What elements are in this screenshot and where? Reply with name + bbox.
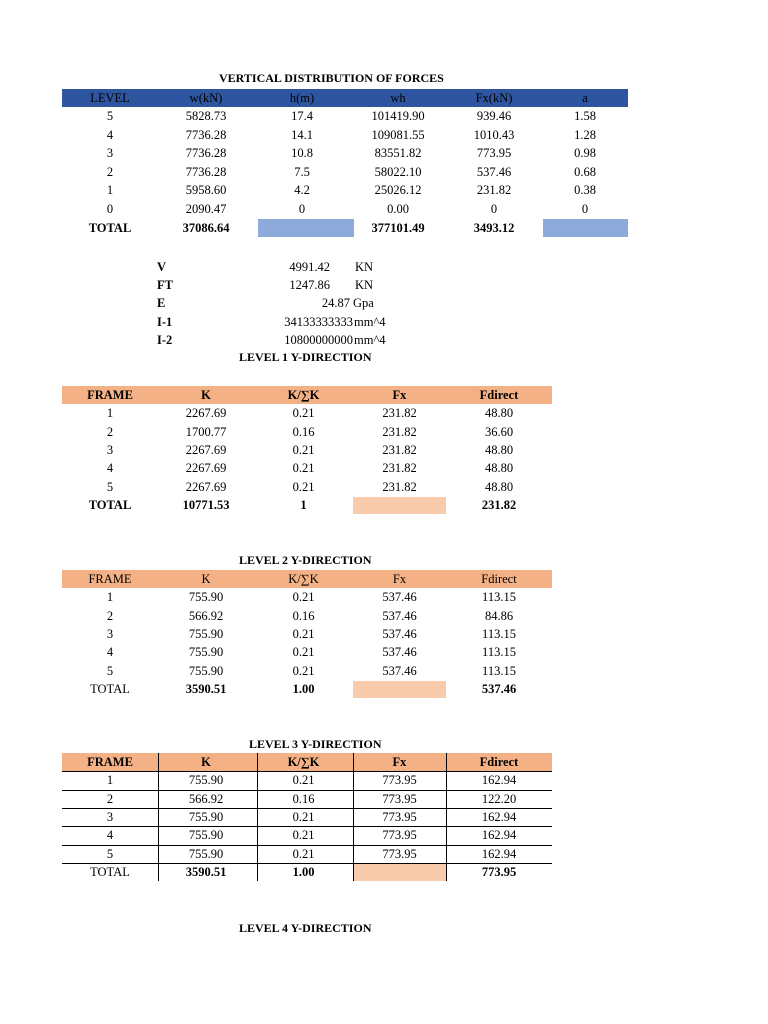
total-frame: TOTAL [88, 497, 132, 512]
cell-k: 566.92 [188, 608, 224, 623]
param-value: 24.87 [321, 296, 350, 310]
level3-row [62, 845, 552, 863]
vertical-distribution-title: VERTICAL DISTRIBUTION OF FORCES [219, 71, 444, 85]
param-value: 4991.42 [289, 260, 330, 274]
cell-k: 755.90 [188, 626, 224, 641]
cell-fx: 537.46 [382, 645, 417, 660]
level1-row [62, 459, 552, 477]
cell-fx: 231.82 [382, 461, 417, 476]
cell-w: 7736.28 [185, 146, 227, 160]
param-unit: mm^4 [354, 315, 386, 329]
header-fdirect: Fdirect [479, 388, 519, 402]
grid-line [446, 753, 447, 881]
total-frame: TOTAL [90, 864, 130, 879]
grid-line [62, 808, 552, 809]
cell-frame: 1 [106, 406, 114, 421]
total-fdirect: 537.46 [481, 681, 517, 696]
cell-a: 0.38 [574, 183, 596, 197]
total-w: 37086.64 [182, 221, 230, 235]
param-unit: KN [355, 278, 374, 292]
grid-line [62, 790, 552, 791]
cell-ratio: 0.21 [292, 809, 315, 824]
level1-row [62, 423, 552, 441]
header-h: h(m) [289, 91, 315, 105]
cell-fx: 1010.43 [473, 127, 515, 142]
total-wh: 377101.49 [371, 221, 425, 235]
cell-h: 7.5 [294, 164, 310, 179]
header-ratio: K/∑K [287, 388, 320, 402]
vertical-row [62, 126, 628, 144]
cell-fx: 537.46 [382, 590, 417, 605]
level1-header-row [62, 386, 552, 404]
cell-a: 0.98 [574, 146, 596, 160]
header-wh: wh [390, 91, 406, 105]
cell-fx: 231.82 [382, 479, 417, 494]
cell-k: 2267.69 [185, 442, 227, 457]
cell-ratio: 0.21 [292, 645, 315, 660]
cell-fdirect: 113.15 [482, 626, 516, 641]
level1-total-row [62, 496, 552, 514]
cell-fx: 537.46 [476, 164, 512, 179]
cell-fx: 773.95 [382, 828, 417, 843]
cell-ratio: 0.21 [292, 461, 315, 476]
cell-h: 10.8 [291, 146, 313, 160]
grid-line [62, 826, 552, 827]
cell-fx: 231.82 [382, 424, 417, 439]
header-a: a [582, 91, 588, 105]
cell-ratio: 0.21 [292, 479, 315, 494]
cell-k: 755.90 [188, 773, 224, 788]
header-ratio: K/∑K [287, 755, 320, 769]
cell-fx: 537.46 [382, 663, 417, 678]
level3-row [62, 771, 552, 789]
cell-level: 4 [106, 127, 114, 142]
level3-row [62, 826, 552, 844]
cell-fdirect: 36.60 [484, 424, 514, 439]
cell-fx: 537.46 [382, 626, 417, 641]
cell-k: 2267.69 [185, 461, 227, 476]
cell-k: 755.90 [188, 846, 224, 861]
cell-k: 2267.69 [185, 479, 227, 494]
total-frame: TOTAL [90, 681, 130, 696]
cell-fx: 231.82 [382, 406, 417, 421]
cell-frame: 5 [106, 846, 114, 861]
total-k: 3590.51 [185, 681, 227, 696]
cell-a: 0 [581, 201, 589, 216]
cell-frame: 3 [106, 809, 114, 824]
header-ratio: K/∑K [288, 572, 319, 586]
grid-line [62, 771, 552, 772]
cell-fx: 773.95 [382, 809, 417, 824]
cell-w: 7736.28 [185, 164, 227, 179]
header-fdirect: Fdirect [479, 755, 519, 769]
header-k: K [201, 755, 211, 769]
param-value: 10800000000 [284, 333, 353, 347]
param-label: I-2 [157, 333, 173, 347]
level2-row [62, 588, 552, 606]
level2-row [62, 643, 552, 661]
total-label: TOTAL [88, 221, 132, 235]
param-unit: mm^4 [354, 333, 386, 347]
total-fdirect: 773.95 [481, 864, 517, 879]
header-fx: Fx [392, 388, 407, 402]
level3-row [62, 808, 552, 826]
level3-title: LEVEL 3 Y-DIRECTION [249, 737, 382, 751]
cell-frame: 5 [106, 479, 114, 494]
header-k: K [201, 388, 211, 402]
cell-frame: 4 [106, 461, 114, 476]
cell-h: 0 [298, 201, 306, 216]
param-value: 1247.86 [289, 278, 330, 292]
cell-ratio: 0.21 [292, 846, 315, 861]
cell-frame: 2 [106, 608, 114, 623]
cell-frame: 1 [106, 773, 114, 788]
level2-row [62, 662, 552, 680]
cell-h: 4.2 [294, 183, 310, 197]
cell-ratio: 0.16 [292, 791, 315, 806]
param-value: 34133333333 [284, 315, 353, 329]
cell-level: 5 [106, 109, 114, 123]
param-unit: Gpa [353, 296, 374, 310]
vertical-row [62, 181, 628, 199]
level2-row [62, 625, 552, 643]
level2-row [62, 607, 552, 625]
total-k: 3590.51 [185, 864, 227, 879]
cell-frame: 2 [106, 791, 114, 806]
vertical-row [62, 144, 628, 162]
cell-k: 755.90 [188, 828, 224, 843]
vertical-row [62, 200, 628, 218]
cell-wh: 25026.12 [374, 183, 422, 197]
cell-fx: 773.95 [382, 791, 417, 806]
cell-fdirect: 113.15 [482, 663, 516, 678]
cell-h: 14.1 [291, 127, 313, 142]
total-ratio: 1 [300, 497, 307, 512]
cell-level: 1 [106, 183, 114, 197]
grid-line [353, 753, 354, 881]
cell-fx: 0 [490, 201, 498, 216]
cell-fdirect: 113.15 [482, 645, 516, 660]
vertical-header-row [62, 89, 628, 107]
param-unit: KN [355, 260, 374, 274]
cell-a: 1.58 [574, 109, 596, 123]
cell-ratio: 0.21 [292, 406, 315, 421]
cell-wh: 58022.10 [374, 164, 422, 179]
cell-fx: 773.95 [382, 846, 417, 861]
cell-w: 2090.47 [185, 201, 227, 216]
cell-fdirect: 48.80 [484, 442, 514, 457]
grid-line [158, 753, 159, 881]
cell-k: 755.90 [188, 645, 224, 660]
cell-ratio: 0.21 [292, 590, 315, 605]
vertical-row [62, 163, 628, 181]
header-fx: Fx [392, 572, 407, 586]
cell-k: 2267.69 [185, 406, 227, 421]
cell-fx: 537.46 [382, 608, 417, 623]
cell-frame: 4 [106, 828, 114, 843]
cell-fdirect: 162.94 [481, 828, 517, 843]
cell-h: 17.4 [291, 109, 313, 123]
cell-fx: 231.82 [476, 183, 512, 197]
header-fx: Fx(kN) [475, 91, 513, 105]
cell-frame: 3 [106, 442, 114, 457]
cell-ratio: 0.21 [292, 828, 315, 843]
grid-line [257, 753, 258, 881]
cell-a: 1.28 [574, 127, 596, 142]
cell-w: 5958.60 [185, 183, 227, 197]
cell-fx: 939.46 [476, 109, 512, 123]
header-w: w(kN) [189, 91, 223, 105]
cell-k: 566.92 [188, 791, 224, 806]
cell-ratio: 0.21 [292, 663, 315, 678]
header-fx: Fx [392, 755, 407, 769]
level1-title: LEVEL 1 Y-DIRECTION [239, 350, 372, 364]
cell-a: 0.68 [574, 164, 596, 179]
cell-fdirect: 162.94 [481, 773, 517, 788]
param-label: FT [157, 278, 173, 292]
cell-fdirect: 122.20 [481, 791, 517, 806]
level2-header-row [62, 570, 552, 588]
param-label: E [157, 296, 166, 310]
cell-fdirect: 48.80 [484, 461, 514, 476]
level2-title: LEVEL 2 Y-DIRECTION [239, 553, 372, 567]
cell-ratio: 0.21 [292, 773, 315, 788]
header-k: K [201, 572, 211, 586]
total-fdirect: 231.82 [481, 497, 517, 512]
cell-wh: 109081.55 [371, 127, 425, 142]
grid-line [62, 845, 552, 846]
cell-wh: 0.00 [387, 201, 409, 216]
cell-w: 5828.73 [185, 109, 227, 123]
cell-k: 755.90 [188, 590, 224, 605]
cell-level: 0 [106, 201, 114, 216]
cell-frame: 2 [106, 424, 114, 439]
cell-fdirect: 48.80 [484, 479, 514, 494]
header-frame: FRAME [88, 572, 132, 586]
cell-k: 755.90 [188, 809, 224, 824]
level3-row [62, 790, 552, 808]
cell-w: 7736.28 [185, 127, 227, 142]
level3-total-row [62, 863, 552, 881]
level2-total-row [62, 680, 552, 698]
cell-ratio: 0.21 [292, 626, 315, 641]
level1-row [62, 441, 552, 459]
total-fx: 3493.12 [473, 221, 515, 235]
vertical-total-row [62, 219, 628, 237]
param-label: I-1 [157, 315, 173, 329]
header-frame: FRAME [87, 388, 133, 402]
cell-frame: 3 [106, 626, 114, 641]
cell-level: 2 [106, 164, 114, 179]
total-k: 10771.53 [182, 497, 230, 512]
cell-fx: 773.95 [382, 773, 417, 788]
total-ratio: 1.00 [292, 681, 315, 696]
grid-line [62, 863, 552, 864]
cell-fx: 773.95 [476, 146, 512, 160]
cell-k: 1700.77 [185, 424, 227, 439]
level1-row [62, 478, 552, 496]
cell-wh: 83551.82 [374, 146, 422, 160]
cell-level: 3 [106, 146, 114, 160]
cell-wh: 101419.90 [371, 109, 425, 123]
level1-row [62, 404, 552, 422]
level3-header-row [62, 753, 552, 771]
cell-frame: 4 [106, 645, 114, 660]
level4-title: LEVEL 4 Y-DIRECTION [239, 921, 372, 935]
cell-fdirect: 113.15 [482, 590, 516, 605]
cell-ratio: 0.16 [292, 424, 315, 439]
cell-fx: 231.82 [382, 442, 417, 457]
total-ratio: 1.00 [292, 864, 315, 879]
cell-ratio: 0.21 [292, 442, 315, 457]
cell-fdirect: 84.86 [484, 608, 514, 623]
header-fdirect: Fdirect [481, 572, 517, 586]
header-frame: FRAME [87, 755, 133, 769]
cell-fdirect: 162.94 [481, 846, 517, 861]
vertical-row [62, 107, 628, 125]
cell-k: 755.90 [188, 663, 224, 678]
cell-frame: 1 [106, 590, 114, 605]
cell-frame: 5 [106, 663, 114, 678]
cell-fdirect: 162.94 [481, 809, 517, 824]
header-level: LEVEL [90, 91, 130, 105]
cell-fdirect: 48.80 [484, 406, 514, 421]
param-label: V [157, 260, 167, 274]
cell-ratio: 0.16 [292, 608, 315, 623]
